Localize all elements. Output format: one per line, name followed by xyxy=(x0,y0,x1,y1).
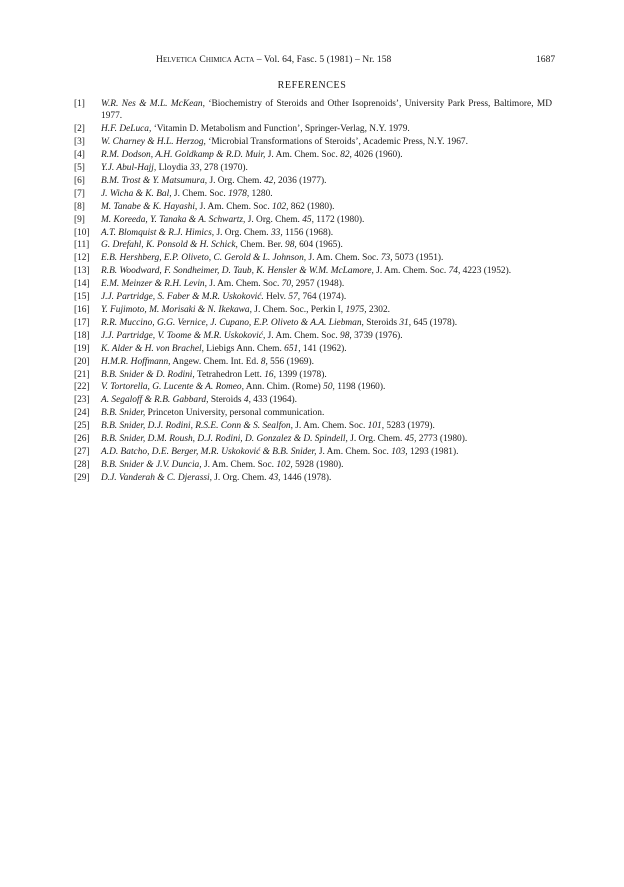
reference-item xyxy=(74,472,552,484)
reference-pages-year: 1293 (1981). xyxy=(407,446,459,457)
reference-item xyxy=(74,459,552,471)
reference-volume: 45, xyxy=(404,434,417,445)
reference-item xyxy=(74,407,552,419)
reference-source: Lloydia xyxy=(156,163,191,174)
reference-volume: 98, xyxy=(285,240,297,251)
reference-source: Chem. Ber. xyxy=(237,240,286,251)
reference-pages-year: 141 (1962). xyxy=(300,343,347,354)
reference-item xyxy=(74,136,552,148)
reference-item xyxy=(74,356,552,368)
section-title: REFERENCES xyxy=(277,80,347,91)
reference-pages-year: 5073 (1951). xyxy=(392,253,444,264)
reference-pages-year: 5283 (1979). xyxy=(384,421,435,432)
reference-number: [25] xyxy=(74,421,90,432)
reference-source: Tetrahedron Lett. xyxy=(194,369,265,380)
reference-source: J. Am. Chem. Soc. xyxy=(373,266,449,277)
reference-authors: J.J. Partridge, V. Toome & M.R. Uskoković, xyxy=(101,330,266,341)
reference-item xyxy=(74,394,552,406)
reference-volume: 103, xyxy=(391,446,408,457)
reference-pages-year: 2773 (1980). xyxy=(416,434,468,445)
reference-text xyxy=(101,278,552,290)
reference-number: [5] xyxy=(74,163,85,174)
reference-text xyxy=(101,369,552,381)
reference-volume: 651, xyxy=(284,343,301,354)
reference-number: [11] xyxy=(74,240,90,251)
reference-number: [9] xyxy=(74,214,85,225)
reference-pages-year: 556 (1969). xyxy=(267,356,314,367)
reference-item xyxy=(74,175,552,187)
reference-number: [19] xyxy=(74,343,90,354)
reference-number: [15] xyxy=(74,292,90,303)
reference-item xyxy=(74,420,552,432)
reference-number: [17] xyxy=(74,317,90,328)
reference-source: J. Am. Chem. Soc. xyxy=(206,279,282,290)
reference-text xyxy=(101,201,552,213)
reference-pages-year: 5928 (1980). xyxy=(292,459,344,470)
issue-details: – Vol. 64, Fasc. 5 (1981) – Nr. 158 xyxy=(254,54,392,65)
reference-volume: 50, xyxy=(323,382,335,393)
reference-pages-year: 1446 (1978). xyxy=(280,472,332,483)
reference-authors: H.F. DeLuca, xyxy=(101,124,152,135)
reference-text xyxy=(101,214,552,226)
reference-pages-year: 1280. xyxy=(249,188,273,199)
reference-item xyxy=(74,162,552,174)
reference-volume: 33, xyxy=(190,163,202,174)
reference-pages-year: 862 (1980). xyxy=(288,201,335,212)
reference-source: Ann. Chim. (Rome) xyxy=(243,382,324,393)
reference-authors: A.D. Batcho, D.E. Berger, M.R. Uskoković & B.B. Snider, xyxy=(101,446,317,457)
reference-item xyxy=(74,227,552,239)
reference-number: [1] xyxy=(74,99,85,109)
reference-pages-year: 1198 (1960). xyxy=(334,382,386,393)
reference-item xyxy=(74,317,552,329)
reference-volume: 57, xyxy=(288,292,301,303)
reference-text xyxy=(101,227,552,239)
reference-authors: R.R. Muccino, G.G. Vernice, J. Cupano, E.P. Oliveto & A.A. Liebman, xyxy=(101,317,364,328)
reference-source: ‘Microbial Transformations of Steroids’, Academic Press, N.Y. 1967. xyxy=(205,137,468,148)
reference-source: Liebigs Ann. Chem. xyxy=(203,343,285,354)
reference-pages-year: 764 (1974). xyxy=(300,292,347,303)
reference-authors: B.B. Snider & D. Rodini, xyxy=(101,369,195,380)
reference-number: [20] xyxy=(74,356,90,367)
reference-source: ‘Vitamin D. Metabolism and Function’, Springer-Verlag, N.Y. 1979. xyxy=(151,124,410,135)
reference-number: [6] xyxy=(74,175,85,186)
reference-number: [21] xyxy=(74,369,90,380)
reference-authors: B.B. Snider, xyxy=(101,408,146,419)
reference-volume: 43, xyxy=(268,472,281,483)
reference-text xyxy=(101,239,552,251)
reference-item xyxy=(74,343,552,355)
reference-source: ‘Biochemistry of Steroids and Other Isoprenoids’, University Park Press, Baltimore, MD 1977. xyxy=(101,99,553,122)
reference-volume: 31, xyxy=(399,317,412,328)
reference-text xyxy=(101,446,552,458)
reference-pages-year: 4223 (1952). xyxy=(460,266,512,277)
reference-number: [16] xyxy=(74,305,90,315)
reference-volume: 1978, xyxy=(228,188,250,199)
reference-volume: 102, xyxy=(272,201,289,212)
reference-authors: W. Charney & H.L. Herzog, xyxy=(101,137,206,148)
reference-authors: M. Tanabe & K. Hayashi, xyxy=(101,201,198,212)
reference-text xyxy=(101,304,552,316)
reference-text xyxy=(101,459,552,471)
reference-item xyxy=(74,369,552,381)
reference-number: [14] xyxy=(74,279,90,290)
reference-source: Steroids xyxy=(208,395,244,406)
reference-pages-year: 1172 (1980). xyxy=(313,214,365,225)
reference-text xyxy=(101,394,552,406)
reference-text xyxy=(101,136,552,148)
reference-number: [3] xyxy=(74,137,85,148)
reference-authors: M. Koreeda, Y. Tanaka & A. Schwartz, xyxy=(101,214,246,225)
reference-volume: 16, xyxy=(264,369,276,380)
reference-list xyxy=(74,98,552,485)
reference-text xyxy=(101,317,552,329)
reference-source: J. Org. Chem. xyxy=(214,227,271,238)
reference-authors: Y. Fujimoto, M. Morisaki & N. Ikekawa, xyxy=(101,305,252,315)
reference-pages-year: 433 (1964). xyxy=(250,395,298,406)
reference-number: [2] xyxy=(74,124,85,135)
reference-item xyxy=(74,98,552,123)
reference-pages-year: 1399 (1978). xyxy=(275,369,327,380)
reference-volume: 4, xyxy=(243,395,251,406)
reference-volume: 73, xyxy=(380,253,393,264)
reference-text xyxy=(101,123,552,135)
reference-authors: D.J. Vanderah & C. Djerassi, xyxy=(101,472,212,483)
reference-number: [23] xyxy=(74,395,90,406)
reference-item xyxy=(74,278,552,290)
reference-item xyxy=(74,265,552,277)
reference-authors: E.M. Meinzer & R.H. Levin, xyxy=(101,279,207,290)
reference-number: [13] xyxy=(74,266,90,277)
reference-text xyxy=(101,149,552,161)
reference-volume: 42, xyxy=(263,175,276,186)
reference-item xyxy=(74,149,552,161)
reference-volume: 74, xyxy=(448,266,461,277)
reference-pages-year: 2036 (1977). xyxy=(275,175,327,186)
reference-number: [4] xyxy=(74,150,85,161)
reference-authors: E.B. Hershberg, E.P. Oliveto, C. Gerold & L. Johnson, xyxy=(101,253,307,264)
reference-item xyxy=(74,123,552,135)
reference-number: [26] xyxy=(74,434,90,445)
reference-volume: 82, xyxy=(340,150,352,161)
reference-item xyxy=(74,330,552,342)
reference-authors: B.B. Snider & J.V. Duncia, xyxy=(101,459,202,470)
reference-text xyxy=(101,252,552,264)
reference-source: J. Org. Chem. xyxy=(207,175,264,186)
reference-text xyxy=(101,98,552,123)
reference-source: J. Am. Chem. Soc. xyxy=(265,150,341,161)
reference-authors: A. Segaloff & R.B. Gabbard, xyxy=(101,395,209,406)
reference-number: [8] xyxy=(74,201,85,212)
reference-source: J. Am. Chem. Soc. xyxy=(265,330,341,341)
reference-text xyxy=(101,407,552,419)
reference-authors: B.B. Snider, D.M. Roush, D.J. Rodini, D. Gonzalez & D. Spindell, xyxy=(101,434,348,445)
reference-volume: 98, xyxy=(340,330,352,341)
reference-item xyxy=(74,446,552,458)
reference-item xyxy=(74,188,552,200)
reference-authors: W.R. Nes & M.L. McKean, xyxy=(101,99,205,109)
reference-volume: 1975, xyxy=(345,305,367,315)
reference-authors: G. Drefahl, K. Ponsold & H. Schick, xyxy=(101,240,238,251)
reference-number: [18] xyxy=(74,330,90,341)
reference-pages-year: 3739 (1976). xyxy=(351,330,403,341)
reference-source: J. Am. Chem. Soc. xyxy=(306,253,381,264)
reference-source: J. Am. Chem. Soc. xyxy=(292,421,368,432)
reference-number: [24] xyxy=(74,408,90,419)
reference-source: J. Chem. Soc., Perkin I, xyxy=(251,305,346,315)
reference-authors: R.M. Dodson, A.H. Goldkamp & R.D. Muir, xyxy=(101,150,266,161)
reference-number: [7] xyxy=(74,188,85,199)
reference-text xyxy=(101,175,552,187)
reference-source: J. Org. Chem. xyxy=(245,214,303,225)
reference-source: Princeton University, personal communication. xyxy=(145,408,325,419)
reference-authors: J.J. Partridge, S. Faber & M.R. Uskoković. xyxy=(101,292,264,303)
reference-text xyxy=(101,433,552,445)
reference-source: Helv. xyxy=(263,292,289,303)
reference-item xyxy=(74,252,552,264)
reference-text xyxy=(101,343,552,355)
reference-text xyxy=(101,472,552,484)
reference-source: J. Am. Chem. Soc. xyxy=(201,459,277,470)
reference-pages-year: 4026 (1960). xyxy=(351,150,403,161)
reference-item xyxy=(74,304,552,316)
reference-text xyxy=(101,265,552,277)
reference-authors: A.T. Blomquist & R.J. Himics, xyxy=(101,227,215,238)
reference-number: [28] xyxy=(74,459,90,470)
reference-volume: 33, xyxy=(270,227,283,238)
reference-number: [10] xyxy=(74,227,90,238)
reference-source: Angew. Chem. Int. Ed. xyxy=(170,356,261,367)
reference-authors: R.B. Woodward, F. Sondheimer, D. Taub, K. Hensler & W.M. McLamore, xyxy=(101,266,374,277)
reference-pages-year: 645 (1978). xyxy=(411,317,458,328)
reference-item xyxy=(74,291,552,303)
reference-pages-year: 604 (1965). xyxy=(296,240,343,251)
reference-volume: 102, xyxy=(276,459,293,470)
reference-source: J. Chem. Soc. xyxy=(171,188,229,199)
reference-pages-year: 2957 (1948). xyxy=(293,279,345,290)
reference-volume: 45, xyxy=(302,214,314,225)
reference-item xyxy=(74,239,552,251)
reference-source: Steroids xyxy=(363,317,400,328)
reference-authors: B.M. Trost & Y. Matsumura, xyxy=(101,175,208,186)
reference-volume: 8, xyxy=(260,356,268,367)
reference-item xyxy=(74,214,552,226)
reference-authors: H.M.R. Hoffmann, xyxy=(101,356,171,367)
reference-authors: V. Tortorella, G. Lucente & A. Romeo, xyxy=(101,382,244,393)
reference-source: J. Am. Chem. Soc. xyxy=(316,446,392,457)
reference-volume: 101, xyxy=(367,421,385,432)
reference-authors: J. Wicha & K. Bal, xyxy=(101,188,172,199)
reference-text xyxy=(101,162,552,174)
reference-number: [29] xyxy=(74,472,90,483)
reference-pages-year: 1156 (1968). xyxy=(282,227,334,238)
reference-item xyxy=(74,381,552,393)
reference-item xyxy=(74,433,552,445)
reference-text xyxy=(101,356,552,368)
reference-source: J. Org. Chem. xyxy=(211,472,269,483)
reference-source: J. Org. Chem. xyxy=(347,434,405,445)
reference-item xyxy=(74,201,552,213)
reference-authors: K. Alder & H. von Brachel, xyxy=(101,343,204,354)
reference-text xyxy=(101,291,552,303)
reference-number: [22] xyxy=(74,382,90,393)
reference-source: J. Am. Chem. Soc. xyxy=(197,201,273,212)
reference-text xyxy=(101,330,552,342)
reference-number: [12] xyxy=(74,253,90,264)
page-number: 1687 xyxy=(536,54,556,65)
reference-text xyxy=(101,420,552,432)
reference-authors: Y.J. Abul-Hajj, xyxy=(101,163,157,174)
reference-volume: 70, xyxy=(281,279,294,290)
running-header xyxy=(156,54,556,65)
reference-pages-year: 2302. xyxy=(366,305,390,315)
reference-authors: B.B. Snider, D.J. Rodini, R.S.E. Conn & S. Sealfon, xyxy=(101,421,293,432)
journal-name: Helvetica Chimica Acta xyxy=(156,54,255,65)
reference-pages-year: 278 (1970). xyxy=(201,163,248,174)
reference-number: [27] xyxy=(74,446,90,457)
reference-text xyxy=(101,381,552,393)
reference-text xyxy=(101,188,552,200)
